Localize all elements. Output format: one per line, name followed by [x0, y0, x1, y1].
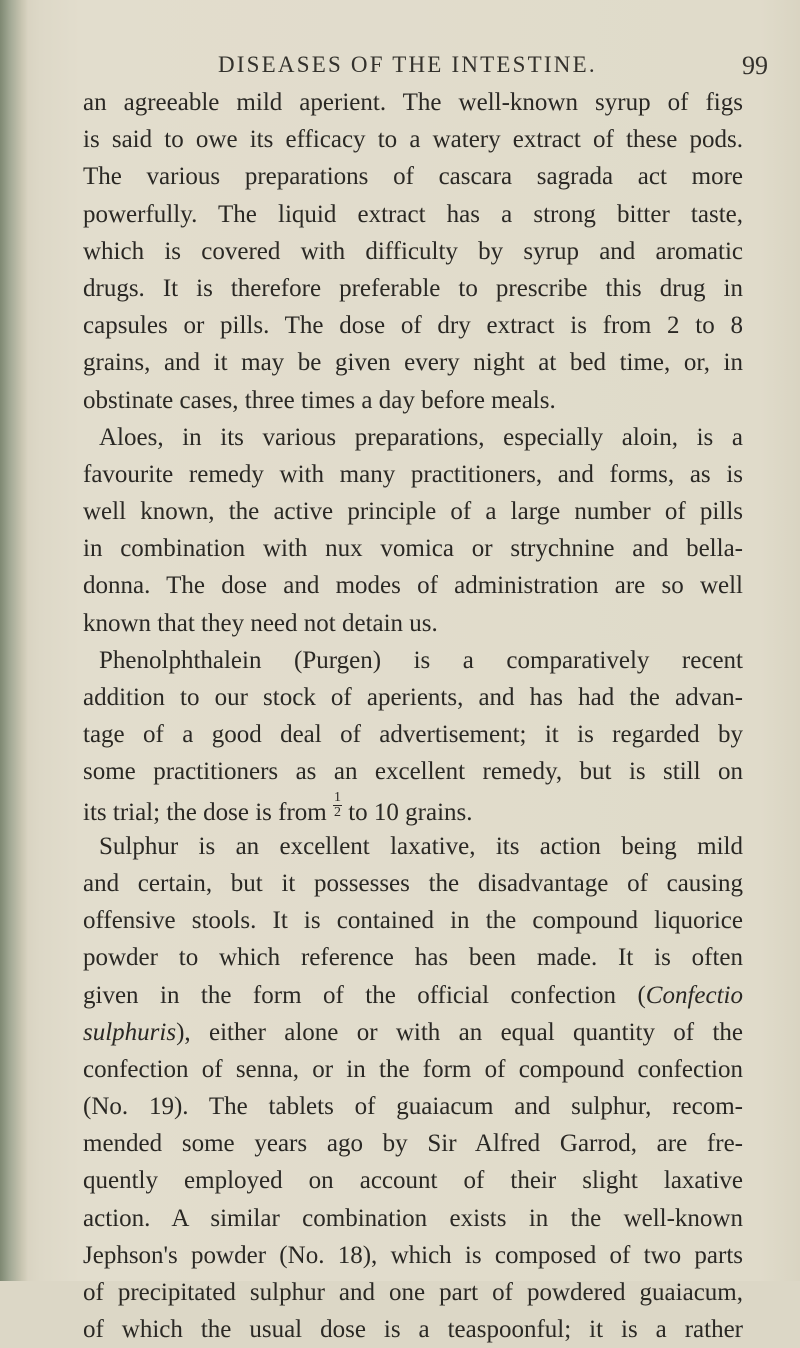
- text-line: Jephson's powder (No. 18), which is composed of two parts: [83, 1241, 743, 1269]
- body-text: [83, 84, 743, 1348]
- fraction-numerator: 1: [333, 789, 341, 805]
- sulphuris-line: [83, 1014, 743, 1051]
- text-line: action. A similar combination exists in the well-known: [83, 1204, 743, 1232]
- text-line: is said to owe its efficacy to a watery extract of these pods.: [83, 126, 743, 154]
- text-line: obstinate cases, three times a day before meals.: [83, 386, 556, 414]
- text-line: The various preparations of cascara sagrada act more: [83, 163, 743, 191]
- text-line: offensive stools. It is contained in the compound liquorice: [83, 907, 743, 935]
- text-line: grains, and it may be given every night at bed time, or, in: [83, 349, 743, 377]
- text-line: known that they need not detain us.: [83, 609, 438, 637]
- text-line: (No. 19). The tablets of guaiacum and sulphur, recom-: [83, 1093, 743, 1121]
- paragraph-start-sulphur: Sulphur is an excellent laxative, its action being mild: [99, 832, 743, 860]
- text-line: mended some years ago by Sir Alfred Garrod, are fre-: [83, 1130, 743, 1158]
- text-line: powder to which reference has been made. It is often: [83, 944, 743, 972]
- text-line: some practitioners as an excellent remedy, but is still on: [83, 758, 743, 786]
- sulphuris-text-after: ), either alone or with an equal quantity of the: [176, 1018, 743, 1046]
- running-title: DISEASES OF THE INTESTINE.: [218, 52, 597, 77]
- text-line: confection of senna, or in the form of compound confection: [83, 1055, 743, 1083]
- text-line: favourite remedy with many practitioners, and forms, as is: [83, 460, 743, 488]
- text-line: donna. The dose and modes of administration are so well: [83, 572, 743, 600]
- page-number: 99: [742, 51, 768, 80]
- text-line: drugs. It is therefore preferable to prescribe this drug in: [83, 274, 743, 302]
- confectio-italic: Confectio: [645, 981, 743, 1009]
- confectio-text-before: given in the form of the official confection (: [83, 981, 646, 1009]
- dose-text-after: to 10 grains.: [341, 798, 473, 826]
- paragraph-start-aloes: Aloes, in its various preparations, especially aloin, is a: [99, 423, 743, 451]
- paragraph-start-phenolphthalein: Phenolphthalein (Purgen) is a comparatively recent: [99, 646, 743, 674]
- dose-text-before: its trial; the dose is from: [83, 798, 333, 826]
- confectio-line: [83, 977, 743, 1014]
- text-line: in combination with nux vomica or strychnine and bella-: [83, 535, 743, 563]
- text-line: of precipitated sulphur and one part of powdered guaiacum,: [83, 1279, 743, 1306]
- text-line: tage of a good deal of advertisement; it is regarded by: [83, 721, 743, 749]
- text-line: of which the usual dose is a teaspoonful; it is a rather: [83, 1316, 743, 1344]
- text-line: which is covered with difficulty by syrup and aromatic: [83, 237, 743, 265]
- text-line: well known, the active principle of a large number of pills: [83, 498, 743, 526]
- binding-gutter: [0, 0, 28, 1281]
- text-line: capsules or pills. The dose of dry extract is from 2 to 8: [83, 312, 743, 340]
- half-fraction: [333, 791, 342, 820]
- text-line: an agreeable mild aperient. The well-known syrup of figs: [83, 89, 743, 116]
- text-line: powerfully. The liquid extract has a strong bitter taste,: [83, 200, 743, 228]
- text-line: and certain, but it possesses the disadvantage of causing: [83, 869, 743, 897]
- text-line: quently employed on account of their slight laxative: [83, 1167, 743, 1195]
- dose-line: [83, 791, 743, 828]
- text-line: addition to our stock of aperients, and has had the advan-: [83, 684, 743, 711]
- fraction-denominator: 2: [333, 804, 341, 820]
- sulphuris-italic: sulphuris: [83, 1018, 177, 1046]
